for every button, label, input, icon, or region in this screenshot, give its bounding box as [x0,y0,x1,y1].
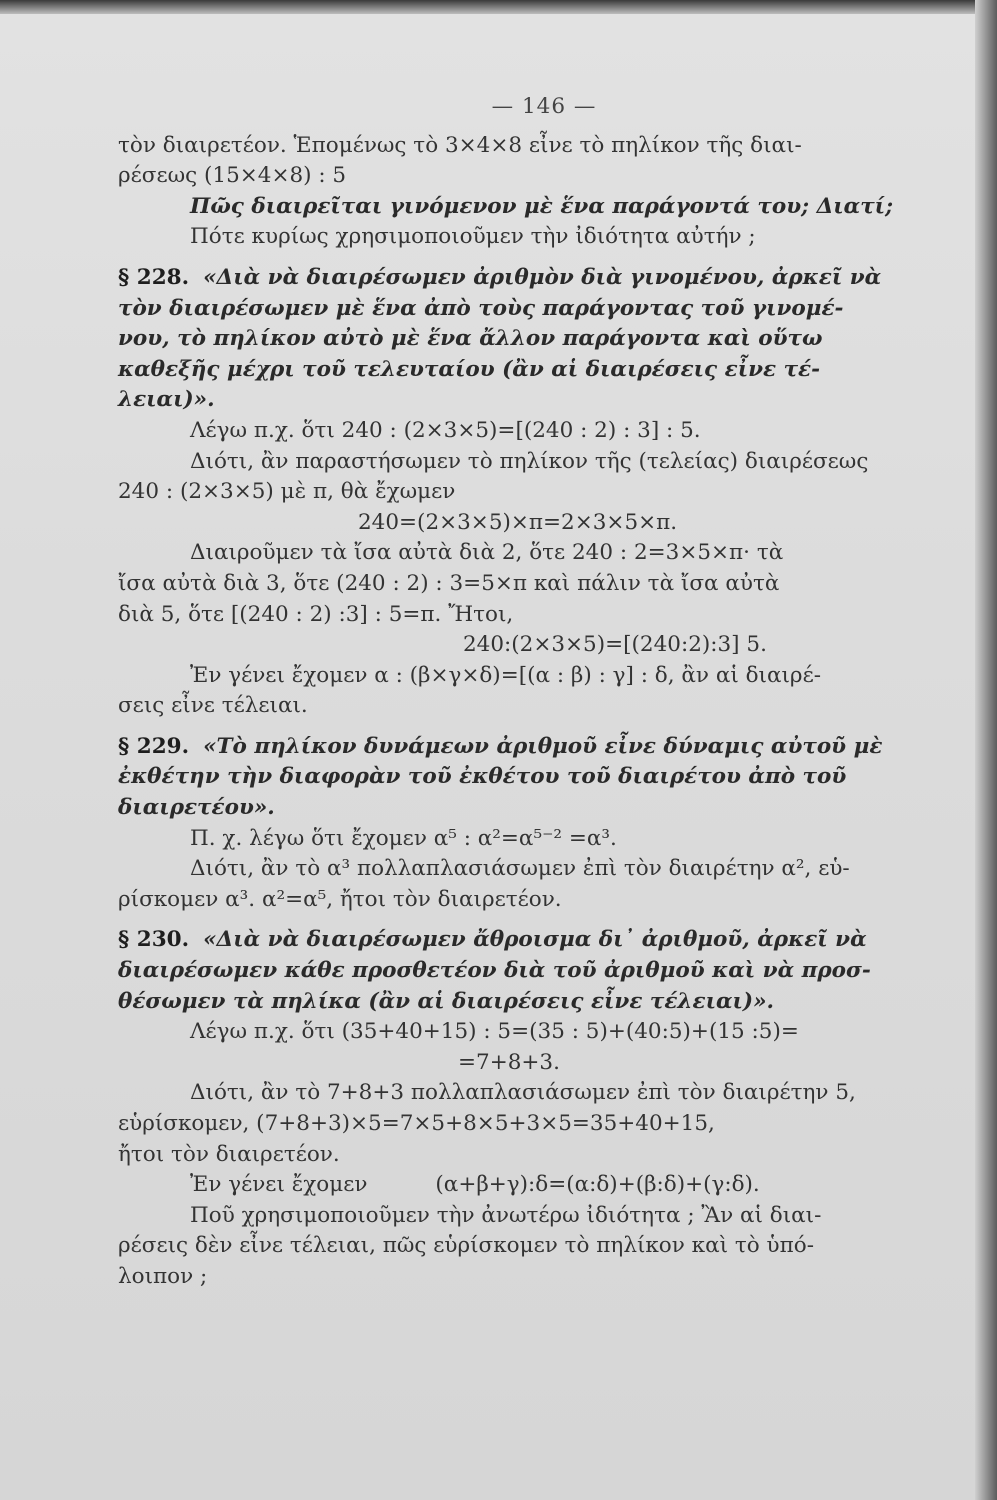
rule-text: «Διὰ νὰ διαιρέσωμεν ἀριθμὸν διὰ γινομένου, ἀρκεῖ νὰ [203,264,882,290]
formula: 240=(2×3×5)×π=2×3×5×π. [358,509,678,535]
section-label: § 230. [118,927,190,953]
section-label: § 228. [118,264,190,290]
question-line: λοιπον ; [118,1263,208,1289]
formula: 240:(2×3×5)=[(240:2):3] 5. [463,632,767,658]
intro-paragraph [118,131,970,253]
formula: (α+β+γ):δ=(α:δ)+(β:δ)+(γ:δ). [435,1172,760,1198]
question-line: Ποῦ χρησιμοποιοῦμεν τὴν ἀνωτέρω ἰδιότητα ; Ἂν αἱ διαι- [190,1202,822,1228]
rule-text: καθεξῆς μέχρι τοῦ τελευταίου (ἂν αἱ διαιρέσεις εἶνε τέ- [118,356,821,382]
page-binding-edge [975,0,997,1500]
review-question: Πότε κυρίως χρησιμοποιοῦμεν τὴν ἰδιότητα αὐτήν ; [190,224,756,250]
section-label: § 229. [118,733,190,759]
section-228 [118,263,970,722]
rule-text: διαιρετέου». [118,795,275,821]
example-line: Λέγω π.χ. ὅτι 240 : (2×3×5)=[(240 : 2) : 3] : 5. [190,417,701,443]
page-body [118,92,970,1293]
general-line: Ἐν γένει ἔχομεν α : (β×γ×δ)=[(α : β) : γ] : δ, ἂν αἱ διαιρέ- [190,662,821,688]
general-line: σεις εἶνε τέλειαι. [118,693,308,719]
rule-text: διαιρέσωμεν κάθε προσθετέον διὰ τοῦ ἀριθμοῦ καὶ νὰ προσ- [118,958,871,984]
section-230 [118,925,970,1292]
proof-line: Διότι, ἂν τὸ 7+8+3 πολλαπλασιάσωμεν ἐπὶ τὸν διαιρέτην 5, [190,1080,856,1106]
rule-text: λειαι)». [118,387,215,413]
proof-line: 240 : (2×3×5) μὲ π, θὰ ἔχωμεν [118,479,456,505]
proof-line: ρίσκομεν α³. α²=α⁵, ἤτοι τὸν διαιρετέον. [118,886,562,912]
text-line: ρέσεως (15×4×8) : 5 [118,163,347,189]
page-number: — 146 — [491,94,597,119]
general-label: Ἐν γένει ἔχομεν [190,1172,368,1198]
text-line: τὸν διαιρετέον. Ἑπομένως τὸ 3×4×8 εἶνε τὸ πηλίκον τῆς διαι- [118,132,802,158]
rule-text: θέσωμεν τὰ πηλίκα (ἂν αἱ διαιρέσεις εἶνε τέλειαι)». [118,988,775,1014]
proof-line: διὰ 5, ὅτε [(240 : 2) :3] : 5=π. Ἤτοι, [118,601,514,627]
proof-line: Διότι, ἂν τὸ α³ πολλαπλασιάσωμεν ἐπὶ τὸν διαιρέτην α², εὑ- [190,856,850,882]
proof-line: ἤτοι τὸν διαιρετέον. [118,1141,340,1167]
proof-line: Διότι, ἂν παραστήσωμεν τὸ πηλίκον τῆς (τελείας) διαιρέσεως [190,448,869,474]
rule-text: νου, τὸ πηλίκον αὐτὸ μὲ ἕνα ἄλλον παράγοντα καὶ οὕτω [118,326,823,352]
proof-line: Διαιροῦμεν τὰ ἴσα αὐτὰ διὰ 2, ὅτε 240 : 2=3×5×π· τὰ [190,540,784,566]
question-line: ρέσεις δὲν εἶνε τέλειαι, πῶς εὑρίσκομεν τὸ πηλίκον καὶ τὸ ὑπό- [118,1233,814,1259]
example-line: Λέγω π.χ. ὅτι (35+40+15) : 5=(35 : 5)+(40:5)+(15 :5)= [190,1019,799,1045]
section-229 [118,732,970,916]
rule-text: ἐκθέτην τὴν διαφορὰν τοῦ ἐκθέτου τοῦ διαιρέτου ἀπὸ τοῦ [118,764,847,790]
rule-text: «Τὸ πηλίκον δυνάμεων ἀριθμοῦ εἶνε δύναμις αὐτοῦ μὲ [203,733,883,759]
review-question: Πῶς διαιρεῖται γινόμενον μὲ ἕνα παράγοντά του; Διατί; [190,193,894,219]
example-line: Π. χ. λέγω ὅτι ἔχομεν α⁵ : α²=α⁵⁻² =α³. [190,825,617,851]
page-top-shadow [0,0,997,14]
rule-text: «Διὰ νὰ διαιρέσωμεν ἄθροισμα δι᾿ ἀριθμοῦ, ἀρκεῖ νὰ [203,927,867,953]
proof-line: ἴσα αὐτὰ διὰ 3, ὅτε (240 : 2) : 3=5×π καὶ πάλιν τὰ ἴσα αὐτὰ [118,570,780,596]
rule-text: τὸν διαιρέσωμεν μὲ ἕνα ἀπὸ τοὺς παράγοντας τοῦ γινομέ- [118,295,844,321]
formula: =7+8+3. [458,1049,560,1075]
proof-line: εὑρίσκομεν, (7+8+3)×5=7×5+8×5+3×5=35+40+15, [118,1111,715,1136]
